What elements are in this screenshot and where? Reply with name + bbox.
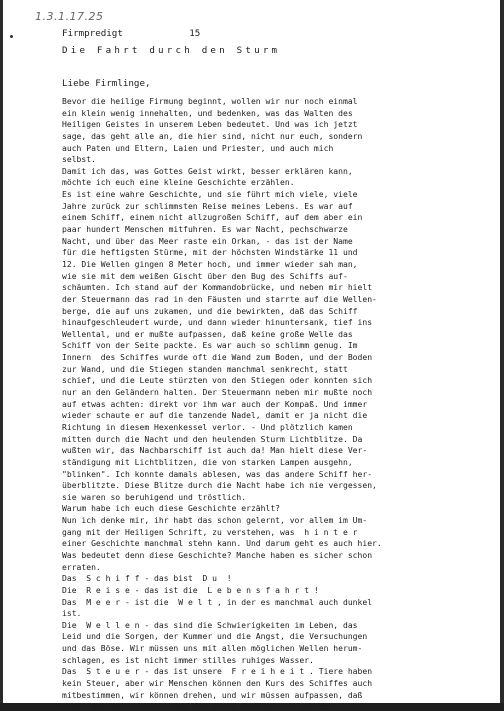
text-line: Das S t e u e r - das ist unsere F r e i h e i t . Tiere haben: [62, 667, 373, 677]
text-line: große Wellen uns nicht von der Seite treffen und umlegen.: [62, 702, 339, 712]
text-line: Richtung in diesem Hexenkessel verlor. - Und plötzlich kamen: [62, 422, 353, 432]
scan-right-edge: [500, 0, 504, 711]
text-line: hinaufgeschleudert wurde, und dann wieder hinuntersank, tief ins: [62, 318, 373, 328]
text-line: "blinken". Ich konnte damals ablesen, was das andere Schiff her-: [62, 469, 373, 479]
text-line: mitten durch die Nacht und den heulenden Sturm Lichtblitze. Da: [62, 434, 363, 444]
text-line: mitbestimmen, wir können drehen, und wir müssen aufpassen, daß: [62, 690, 363, 700]
text-line: Es ist eine wahre Geschichte, und sie führt mich viele, viele: [62, 190, 358, 200]
page-number: 15: [189, 28, 201, 39]
document-header: [62, 28, 200, 40]
text-line: und das Böse. Wir müssen uns mit allen möglichen Wellen herum-: [62, 644, 363, 654]
text-line: Das S c h i f f - das bist D u !: [62, 574, 232, 584]
margin-mark: [10, 35, 13, 38]
text-line: Warum habe ich euch diese Geschichte erzählt?: [62, 504, 281, 514]
text-line: auf etwas achten: direkt vor ihm war auch der Kompaß. Und immer: [62, 399, 368, 409]
text-line: 12. Die Wellen gingen 8 Meter hoch, und immer wieder sah man,: [62, 259, 358, 269]
text-line: paar hundert Menschen mitfuhren. Es war Nacht, pechschwarze: [62, 225, 348, 235]
text-line: Jahre zurück zur schlimmsten Reise meines Lebens. Es war auf: [62, 201, 353, 211]
text-line: einem Schiff, einem nicht allzugroßen Schiff, auf dem aber ein: [62, 213, 363, 223]
text-line: schlagen, es ist nicht immer stilles ruhiges Wasser.: [62, 655, 314, 665]
text-line: Was bedeutet denn diese Geschichte? Manche haben es sicher schon: [62, 550, 373, 560]
text-line: Die W e l l e n - das sind die Schwierigkeiten im Leben, das: [62, 620, 358, 630]
text-line: Damit ich das, was Gottes Geist wirkt, besser erklären kann,: [62, 166, 353, 176]
text-line: zur Wand, und die Stiegen standen manchmal senkrecht, statt: [62, 364, 348, 374]
text-line: der Steuermann das rad in den Fäusten und starrte auf die Wellen-: [62, 294, 377, 304]
text-line: kein Steuer, aber wir Menschen können den Kurs des Schiffes auch: [62, 679, 373, 689]
text-line: Nun ich denke mir, ihr habt das schon gelernt, vor allem im Um-: [62, 516, 368, 526]
text-line: wieder schaute er auf die tanzende Nadel, damit er ja nicht die: [62, 411, 368, 421]
text-line: Heiligen Geistes in unserem Leben bedeutet. Und was ich jetzt: [62, 120, 358, 130]
text-line: überblitzte. Diese Blitze durch die Nacht habe ich nie vergessen,: [62, 481, 377, 491]
text-line: schäumten. Ich stand auf der Kommandobrücke, und neben mir hielt: [62, 283, 373, 293]
page-title: Die Fahrt durch den Sturm: [62, 45, 281, 56]
text-line: Nacht, und über das Meer raste ein Orkan, - das ist der Name: [62, 236, 353, 246]
text-line: ein klein wenig innehalten, und bedenken, was das Walten des: [62, 108, 353, 118]
text-line: einer Geschichte manchmal stehn kann. Und darum geht es auch hier.: [62, 539, 382, 549]
text-line: Innern des Schiffes wurde oft die Wand zum Boden, und der Boden: [62, 353, 373, 363]
text-line: auch Paten und Eltern, Laien und Priester, und auch mich: [62, 143, 334, 153]
text-line: berge, die auf uns zukamen, und die bewirkten, daß das Schiff: [62, 306, 358, 316]
sermon-body: [62, 96, 492, 713]
text-line: selbst.: [62, 155, 96, 165]
text-line: gang mit der Heiligen Schrift, zu verstehen, was h i n t e r: [62, 527, 358, 537]
handwritten-note: 1.3.1.17.25: [35, 10, 104, 23]
text-line: Die R e i s e - das ist die L e b e n s f a h r t !: [62, 585, 319, 595]
scan-left-edge: [0, 0, 3, 711]
text-line: wußten wir, das Nachbarschiff ist auch da! Man hielt diese Ver-: [62, 446, 368, 456]
text-line: Schiff von der Seite packte. Es war auch so schlimm genug. Im: [62, 341, 358, 351]
text-line: Wellental, und er mußte aufpassen, daß keine große Welle das: [62, 329, 353, 339]
text-line: nur an den Geländern halten. Der Steuermann neben mir mußte noch: [62, 388, 373, 398]
text-line: ist.: [62, 609, 82, 619]
text-line: möchte ich euch eine kleine Geschichte erzählen.: [62, 178, 295, 188]
text-line: wie sie mit dem weißen Gischt über den Bug des Schiffs auf-: [62, 271, 348, 281]
header-label: Firmpredigt: [62, 28, 123, 39]
text-line: sie waren so beruhigend und tröstlich.: [62, 492, 247, 502]
text-line: Leid und die Sorgen, der Kummer und die Angst, die Versuchungen: [62, 632, 368, 642]
text-line: erraten.: [62, 562, 101, 572]
text-line: für die heftigsten Stürme, mit der höchsten Windstärke 11 und: [62, 248, 358, 258]
text-line: Bevor die heilige Firmung beginnt, wollen wir nur noch einmal: [62, 97, 358, 106]
greeting: Liebe Firmlinge,: [62, 78, 151, 89]
text-line: ständigung mit Lichtblitzen, die von starken Lampen ausgehn,: [62, 457, 353, 467]
text-line: schief, und die Leute stürzten von den Stiegen oder konnten sich: [62, 376, 373, 386]
text-line: Das M e e r - ist die W e l t , in der es manchmal auch dunkel: [62, 597, 373, 607]
text-line: sage, das geht alle an, die hier sind, nicht nur euch, sondern: [62, 131, 363, 141]
